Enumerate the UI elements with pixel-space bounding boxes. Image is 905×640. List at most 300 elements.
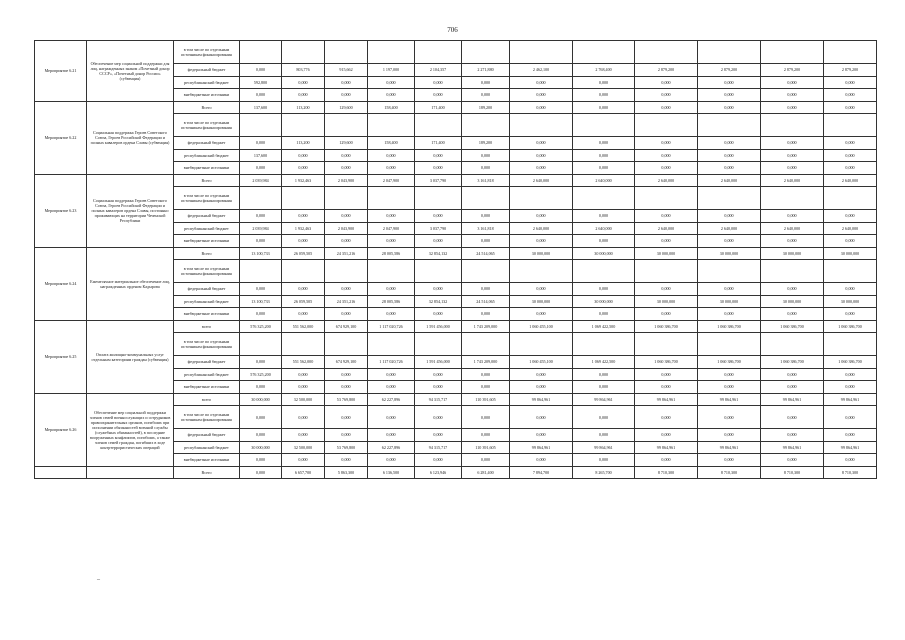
amount-cell: 0,000 bbox=[824, 210, 877, 223]
amount-cell: 2 640,000 bbox=[761, 222, 824, 235]
measure-cell: Мероприятие 6.25 bbox=[35, 320, 87, 393]
amount-cell: 915,662 bbox=[325, 64, 368, 77]
funding-source-cell: Всего bbox=[174, 466, 240, 479]
amount-cell: 0,000 bbox=[240, 429, 282, 442]
amount-cell: 0,000 bbox=[282, 162, 325, 175]
amount-cell: 0,000 bbox=[573, 406, 635, 429]
amount-cell: 2 271,880 bbox=[462, 64, 510, 77]
amount-cell: 0,000 bbox=[240, 235, 282, 248]
amount-cell: 26 059,505 bbox=[282, 247, 325, 260]
amount-cell: 53 769,800 bbox=[325, 393, 368, 406]
amount-cell: 30 000,000 bbox=[761, 295, 824, 308]
amount-cell: 0,000 bbox=[510, 137, 573, 150]
amount-cell: 0,000 bbox=[368, 283, 415, 296]
amount-cell: 0,000 bbox=[282, 308, 325, 321]
amount-cell: 0,000 bbox=[510, 406, 573, 429]
amount-cell: 13 100,733 bbox=[240, 295, 282, 308]
funding-source-cell: республиканский бюджет bbox=[174, 76, 240, 89]
amount-cell: 0,000 bbox=[368, 149, 415, 162]
amount-cell: 0,000 bbox=[415, 454, 462, 467]
amount-cell: 0,000 bbox=[698, 235, 761, 248]
amount-cell: 99 864,961 bbox=[698, 393, 761, 406]
amount-cell: 0,000 bbox=[282, 381, 325, 394]
amount-cell: 0,000 bbox=[824, 149, 877, 162]
amount-cell: 674 929,100 bbox=[325, 356, 368, 369]
amount-cell: 0,000 bbox=[635, 406, 698, 429]
amount-cell: 24 514,065 bbox=[462, 295, 510, 308]
amount-cell bbox=[415, 260, 462, 283]
amount-cell: 0,000 bbox=[415, 283, 462, 296]
budget-table bbox=[34, 40, 877, 479]
measure-cell: Мероприятие 6.24 bbox=[35, 247, 87, 320]
amount-cell: 0,000 bbox=[573, 89, 635, 102]
amount-cell: 0,000 bbox=[573, 381, 635, 394]
funding-source-cell: федеральный бюджет bbox=[174, 64, 240, 77]
amount-cell bbox=[510, 41, 573, 64]
amount-cell: 0,000 bbox=[761, 283, 824, 296]
amount-cell: 0,000 bbox=[761, 210, 824, 223]
amount-cell: 3 037,790 bbox=[415, 174, 462, 187]
amount-cell: 0,000 bbox=[698, 368, 761, 381]
amount-cell: 30 000,000 bbox=[573, 295, 635, 308]
amount-cell: 0,000 bbox=[698, 406, 761, 429]
amount-cell: 0,000 bbox=[761, 76, 824, 89]
amount-cell: 1 117 020,726 bbox=[368, 320, 415, 333]
amount-cell: 0,000 bbox=[368, 210, 415, 223]
amount-cell: 94 315,717 bbox=[415, 393, 462, 406]
amount-cell: 0,000 bbox=[510, 368, 573, 381]
amount-cell: 0,000 bbox=[240, 64, 282, 77]
amount-cell: 0,000 bbox=[282, 406, 325, 429]
amount-cell: 0,000 bbox=[510, 381, 573, 394]
amount-cell: 0,000 bbox=[761, 101, 824, 114]
amount-cell: 1 932,463 bbox=[282, 222, 325, 235]
amount-cell: 0,000 bbox=[761, 406, 824, 429]
amount-cell: 8 265,700 bbox=[573, 466, 635, 479]
amount-cell: 0,000 bbox=[282, 149, 325, 162]
amount-cell: 8 710,300 bbox=[824, 466, 877, 479]
amount-cell: 0,000 bbox=[462, 406, 510, 429]
amount-cell: 0,000 bbox=[462, 89, 510, 102]
amount-cell: 30 000,000 bbox=[761, 247, 824, 260]
amount-cell: 0,000 bbox=[635, 89, 698, 102]
amount-cell: 0,000 bbox=[282, 76, 325, 89]
funding-source-cell: в том числе по отдельным источникам финансирования bbox=[174, 333, 240, 356]
amount-cell: 99 864,961 bbox=[635, 441, 698, 454]
measure-description: Обеспечение мер социальной поддержки для лиц, награжденных знаком «Почетный донор СССР», «Почетный донор России» (субвенция) bbox=[87, 41, 174, 102]
table-row bbox=[35, 174, 877, 187]
amount-cell: 0,000 bbox=[698, 76, 761, 89]
amount-cell: 1 060 386,700 bbox=[635, 320, 698, 333]
amount-cell: 0,000 bbox=[761, 368, 824, 381]
amount-cell: 0,000 bbox=[824, 137, 877, 150]
amount-cell bbox=[368, 41, 415, 64]
amount-cell: 171,400 bbox=[415, 137, 462, 150]
amount-cell: 0,000 bbox=[282, 368, 325, 381]
table-row bbox=[35, 247, 877, 260]
amount-cell: 0,000 bbox=[635, 283, 698, 296]
measure-description: Обеспечение мер социальной поддержки членов семей военнослужащих и сотрудников правоохранительных органов, погибших при исполнении обязанностей военной службы (служебных обязанностей), в последние вооруженных конфликтов, погибших, а также членов семей граждан, погибших в ходе контртеррористических операций bbox=[87, 393, 174, 466]
amount-cell bbox=[635, 333, 698, 356]
amount-cell: 0,000 bbox=[761, 381, 824, 394]
amount-cell: 0,000 bbox=[635, 162, 698, 175]
amount-cell bbox=[635, 114, 698, 137]
amount-cell: 1 060 386,700 bbox=[635, 356, 698, 369]
amount-cell bbox=[510, 114, 573, 137]
amount-cell: 0,000 bbox=[510, 454, 573, 467]
amount-cell: 576 325,200 bbox=[240, 368, 282, 381]
amount-cell: 2 104,357 bbox=[415, 64, 462, 77]
amount-cell: 0,000 bbox=[573, 162, 635, 175]
funding-source-cell: Всего bbox=[174, 247, 240, 260]
amount-cell: 2 043,900 bbox=[325, 222, 368, 235]
amount-cell: 99 864,961 bbox=[635, 393, 698, 406]
amount-cell: 0,000 bbox=[510, 308, 573, 321]
amount-cell: 171,400 bbox=[415, 101, 462, 114]
amount-cell: 99 864,961 bbox=[824, 393, 877, 406]
amount-cell: 0,000 bbox=[573, 368, 635, 381]
amount-cell: 0,000 bbox=[573, 235, 635, 248]
amount-cell: 0,000 bbox=[698, 308, 761, 321]
amount-cell: 2 043,900 bbox=[325, 174, 368, 187]
amount-cell: 30 000,000 bbox=[635, 247, 698, 260]
amount-cell: 30 000,000 bbox=[698, 247, 761, 260]
amount-cell: 0,000 bbox=[510, 283, 573, 296]
amount-cell: 94 315,717 bbox=[415, 441, 462, 454]
amount-cell bbox=[368, 187, 415, 210]
amount-cell: 0,000 bbox=[240, 381, 282, 394]
amount-cell: 1 060 455,100 bbox=[510, 320, 573, 333]
amount-cell: 0,000 bbox=[282, 454, 325, 467]
amount-cell: 0,000 bbox=[240, 454, 282, 467]
measure-description bbox=[87, 466, 174, 479]
amount-cell: 0,000 bbox=[415, 429, 462, 442]
amount-cell: 99 864,961 bbox=[698, 441, 761, 454]
continuation-mark: – bbox=[97, 577, 100, 583]
amount-cell bbox=[824, 114, 877, 137]
funding-source-cell: внебюджетные источники bbox=[174, 381, 240, 394]
amount-cell bbox=[368, 333, 415, 356]
amount-cell: 2 640,000 bbox=[573, 174, 635, 187]
amount-cell: 32 854,132 bbox=[415, 295, 462, 308]
amount-cell: 99 864,961 bbox=[510, 441, 573, 454]
amount-cell: 0,000 bbox=[635, 149, 698, 162]
amount-cell bbox=[415, 41, 462, 64]
funding-source-cell: федеральный бюджет bbox=[174, 356, 240, 369]
amount-cell: 0,000 bbox=[462, 76, 510, 89]
page-bottom-margin bbox=[0, 578, 905, 640]
amount-cell bbox=[824, 260, 877, 283]
amount-cell: 0,000 bbox=[368, 76, 415, 89]
amount-cell: 1 743 209,000 bbox=[462, 320, 510, 333]
amount-cell bbox=[368, 114, 415, 137]
amount-cell: 53 769,800 bbox=[325, 441, 368, 454]
amount-cell: 0,000 bbox=[761, 454, 824, 467]
amount-cell: 113,200 bbox=[282, 137, 325, 150]
funding-source-cell: федеральный бюджет bbox=[174, 137, 240, 150]
amount-cell: 0,000 bbox=[635, 454, 698, 467]
amount-cell: 0,000 bbox=[635, 429, 698, 442]
amount-cell bbox=[415, 187, 462, 210]
amount-cell: 0,000 bbox=[698, 283, 761, 296]
amount-cell: 0,000 bbox=[282, 210, 325, 223]
amount-cell: 189,200 bbox=[462, 137, 510, 150]
amount-cell bbox=[761, 187, 824, 210]
measure-description: Социальная поддержка Героев Советского Союза, Героев Российской Федерации и полных кавалеров ордена Славы (субвенция) bbox=[87, 101, 174, 174]
amount-cell: 99 864,961 bbox=[510, 393, 573, 406]
amount-cell: 0,000 bbox=[325, 283, 368, 296]
amount-cell: 0,000 bbox=[240, 137, 282, 150]
amount-cell: 129,600 bbox=[325, 137, 368, 150]
amount-cell bbox=[510, 333, 573, 356]
amount-cell: 2 640,000 bbox=[510, 222, 573, 235]
amount-cell: 0,000 bbox=[462, 210, 510, 223]
amount-cell bbox=[761, 333, 824, 356]
amount-cell: 30 000,000 bbox=[510, 247, 573, 260]
funding-source-cell: федеральный бюджет bbox=[174, 283, 240, 296]
amount-cell: 0,000 bbox=[824, 101, 877, 114]
amount-cell: 0,000 bbox=[635, 308, 698, 321]
funding-source-cell: в том числе по отдельным источникам финансирования bbox=[174, 187, 240, 210]
amount-cell: 0,000 bbox=[415, 89, 462, 102]
amount-cell: 158,400 bbox=[368, 101, 415, 114]
measure-description: Оплата жилищно-коммунальных услуг отдельным категориям граждан (субвенция) bbox=[87, 320, 174, 393]
amount-cell bbox=[325, 333, 368, 356]
amount-cell bbox=[462, 41, 510, 64]
amount-cell bbox=[635, 41, 698, 64]
amount-cell: 0,000 bbox=[325, 454, 368, 467]
amount-cell: 0,000 bbox=[462, 283, 510, 296]
amount-cell: 0,000 bbox=[368, 429, 415, 442]
amount-cell: 0,000 bbox=[824, 76, 877, 89]
amount-cell: 0,000 bbox=[325, 429, 368, 442]
amount-cell: 24 351,216 bbox=[325, 295, 368, 308]
amount-cell: 0,000 bbox=[510, 89, 573, 102]
measure-cell: Мероприятие 6.23 bbox=[35, 174, 87, 247]
amount-cell: 0,000 bbox=[415, 149, 462, 162]
amount-cell: 30 000,000 bbox=[635, 295, 698, 308]
amount-cell: 0,000 bbox=[635, 101, 698, 114]
amount-cell: 30 000,000 bbox=[824, 247, 877, 260]
amount-cell: 0,000 bbox=[573, 308, 635, 321]
amount-cell bbox=[698, 333, 761, 356]
amount-cell: 0,000 bbox=[573, 76, 635, 89]
amount-cell bbox=[698, 41, 761, 64]
amount-cell bbox=[573, 333, 635, 356]
amount-cell: 6 123,946 bbox=[415, 466, 462, 479]
amount-cell: 0,000 bbox=[510, 162, 573, 175]
amount-cell: 0,000 bbox=[698, 89, 761, 102]
amount-cell: 674 929,100 bbox=[325, 320, 368, 333]
amount-cell: 2 640,000 bbox=[698, 174, 761, 187]
measure-description: Ежемесячное материальное обеспечение лиц, награжденных орденом Кадырова bbox=[87, 247, 174, 320]
amount-cell: 0,000 bbox=[824, 406, 877, 429]
table-row bbox=[35, 393, 877, 406]
amount-cell bbox=[573, 41, 635, 64]
amount-cell: 0,000 bbox=[824, 429, 877, 442]
amount-cell: 0,000 bbox=[510, 149, 573, 162]
amount-cell bbox=[325, 114, 368, 137]
amount-cell: 0,000 bbox=[325, 210, 368, 223]
amount-cell: 0,000 bbox=[240, 283, 282, 296]
amount-cell: 2 879,200 bbox=[824, 64, 877, 77]
measure-cell: Мероприятие 6.22 bbox=[35, 101, 87, 174]
amount-cell: 0,000 bbox=[325, 368, 368, 381]
amount-cell: 99 864,961 bbox=[761, 393, 824, 406]
amount-cell: 0,000 bbox=[635, 210, 698, 223]
amount-cell: 0,000 bbox=[573, 454, 635, 467]
amount-cell: 0,000 bbox=[824, 235, 877, 248]
amount-cell: 30 000,000 bbox=[510, 295, 573, 308]
amount-cell: 2 640,000 bbox=[761, 174, 824, 187]
amount-cell: 0,000 bbox=[635, 381, 698, 394]
amount-cell: 0,000 bbox=[240, 89, 282, 102]
amount-cell bbox=[573, 260, 635, 283]
amount-cell bbox=[415, 114, 462, 137]
amount-cell: 2 640,000 bbox=[573, 222, 635, 235]
amount-cell: 0,000 bbox=[240, 466, 282, 479]
amount-cell: 0,000 bbox=[761, 137, 824, 150]
amount-cell: 0,000 bbox=[462, 162, 510, 175]
funding-source-cell: республиканский бюджет bbox=[174, 222, 240, 235]
amount-cell: 110 391,605 bbox=[462, 441, 510, 454]
amount-cell: 0,000 bbox=[368, 406, 415, 429]
amount-cell bbox=[824, 187, 877, 210]
amount-cell: 0,000 bbox=[240, 356, 282, 369]
table-row bbox=[35, 41, 877, 64]
amount-cell: 0,000 bbox=[824, 283, 877, 296]
funding-source-cell: внебюджетные источники bbox=[174, 308, 240, 321]
amount-cell: 0,000 bbox=[325, 76, 368, 89]
amount-cell: 2 879,200 bbox=[761, 64, 824, 77]
amount-cell: 0,000 bbox=[698, 149, 761, 162]
amount-cell: 0,000 bbox=[510, 76, 573, 89]
table-row bbox=[35, 101, 877, 114]
amount-cell: 32 500,000 bbox=[282, 441, 325, 454]
funding-source-cell: республиканский бюджет bbox=[174, 368, 240, 381]
amount-cell: 3 161,818 bbox=[462, 174, 510, 187]
amount-cell: 1 060 386,700 bbox=[761, 356, 824, 369]
amount-cell: 551 562,000 bbox=[282, 356, 325, 369]
amount-cell bbox=[462, 114, 510, 137]
funding-source-cell: в том числе по отдельным источникам финансирования bbox=[174, 114, 240, 137]
amount-cell: 26 059,505 bbox=[282, 295, 325, 308]
amount-cell: 2 039,984 bbox=[240, 174, 282, 187]
amount-cell: 99 864,961 bbox=[761, 441, 824, 454]
amount-cell: 0,000 bbox=[368, 308, 415, 321]
funding-source-cell: федеральный бюджет bbox=[174, 429, 240, 442]
amount-cell bbox=[824, 333, 877, 356]
amount-cell: 3 037,790 bbox=[415, 222, 462, 235]
amount-cell: 0,000 bbox=[698, 381, 761, 394]
amount-cell: 0,000 bbox=[368, 235, 415, 248]
amount-cell: 0,000 bbox=[761, 308, 824, 321]
amount-cell: 0,000 bbox=[368, 162, 415, 175]
amount-cell bbox=[462, 187, 510, 210]
amount-cell bbox=[510, 260, 573, 283]
amount-cell: 0,000 bbox=[761, 162, 824, 175]
amount-cell: 0,000 bbox=[462, 235, 510, 248]
amount-cell: 0,000 bbox=[415, 210, 462, 223]
amount-cell bbox=[282, 333, 325, 356]
amount-cell: 2 768,400 bbox=[573, 64, 635, 77]
amount-cell: 2 879,200 bbox=[635, 64, 698, 77]
amount-cell bbox=[240, 114, 282, 137]
amount-cell: 0,000 bbox=[510, 429, 573, 442]
amount-cell: 2 640,000 bbox=[635, 174, 698, 187]
amount-cell bbox=[573, 114, 635, 137]
funding-source-cell: в том числе по отдельным источникам финансирования bbox=[174, 41, 240, 64]
funding-source-cell: в том числе по отдельным источникам финансирования bbox=[174, 260, 240, 283]
amount-cell: 1 591 456,000 bbox=[415, 356, 462, 369]
amount-cell: 0,000 bbox=[824, 454, 877, 467]
amount-cell: 0,000 bbox=[415, 381, 462, 394]
amount-cell: 0,000 bbox=[635, 76, 698, 89]
amount-cell: 0,000 bbox=[573, 137, 635, 150]
amount-cell: 592,800 bbox=[240, 76, 282, 89]
amount-cell: 8 710,300 bbox=[698, 466, 761, 479]
amount-cell: 0,000 bbox=[698, 210, 761, 223]
amount-cell: 1 060 386,700 bbox=[824, 320, 877, 333]
page-number: 706 bbox=[447, 26, 458, 34]
amount-cell: 30 000,000 bbox=[240, 441, 282, 454]
funding-source-cell: внебюджетные источники bbox=[174, 235, 240, 248]
amount-cell: 62 227,896 bbox=[368, 393, 415, 406]
amount-cell bbox=[824, 41, 877, 64]
amount-cell: 0,000 bbox=[240, 210, 282, 223]
amount-cell: 0,000 bbox=[510, 235, 573, 248]
amount-cell bbox=[325, 187, 368, 210]
amount-cell: 1 591 456,000 bbox=[415, 320, 462, 333]
amount-cell: 2 640,000 bbox=[824, 174, 877, 187]
amount-cell bbox=[573, 187, 635, 210]
amount-cell: 24 351,216 bbox=[325, 247, 368, 260]
amount-cell bbox=[240, 41, 282, 64]
amount-cell: 0,000 bbox=[462, 308, 510, 321]
amount-cell: 1 743 209,000 bbox=[462, 356, 510, 369]
amount-cell: 2 047,900 bbox=[368, 174, 415, 187]
amount-cell: 0,000 bbox=[698, 162, 761, 175]
amount-cell: 0,000 bbox=[415, 235, 462, 248]
amount-cell: 137,600 bbox=[240, 101, 282, 114]
amount-cell: 0,000 bbox=[415, 162, 462, 175]
amount-cell: 0,000 bbox=[635, 235, 698, 248]
amount-cell: 0,000 bbox=[824, 381, 877, 394]
amount-cell: 0,000 bbox=[325, 235, 368, 248]
amount-cell bbox=[240, 260, 282, 283]
amount-cell: 0,000 bbox=[698, 454, 761, 467]
funding-source-cell: всего bbox=[174, 320, 240, 333]
amount-cell: 0,000 bbox=[240, 162, 282, 175]
amount-cell: 158,400 bbox=[368, 137, 415, 150]
amount-cell: 0,000 bbox=[325, 162, 368, 175]
amount-cell: 0,000 bbox=[824, 162, 877, 175]
amount-cell: 0,000 bbox=[415, 406, 462, 429]
amount-cell: 28 005,586 bbox=[368, 247, 415, 260]
amount-cell: 1 060 386,700 bbox=[761, 320, 824, 333]
amount-cell: 113,200 bbox=[282, 101, 325, 114]
amount-cell: 0,000 bbox=[240, 406, 282, 429]
amount-cell: 7 894,700 bbox=[510, 466, 573, 479]
amount-cell: 62 227,896 bbox=[368, 441, 415, 454]
amount-cell: 99 864,961 bbox=[573, 441, 635, 454]
funding-source-cell: Всего bbox=[174, 101, 240, 114]
amount-cell: 13 100,733 bbox=[240, 247, 282, 260]
amount-cell: 24 514,065 bbox=[462, 247, 510, 260]
amount-cell: 0,000 bbox=[761, 429, 824, 442]
amount-cell: 32 500,000 bbox=[282, 393, 325, 406]
amount-cell: 1 069 422,500 bbox=[573, 320, 635, 333]
